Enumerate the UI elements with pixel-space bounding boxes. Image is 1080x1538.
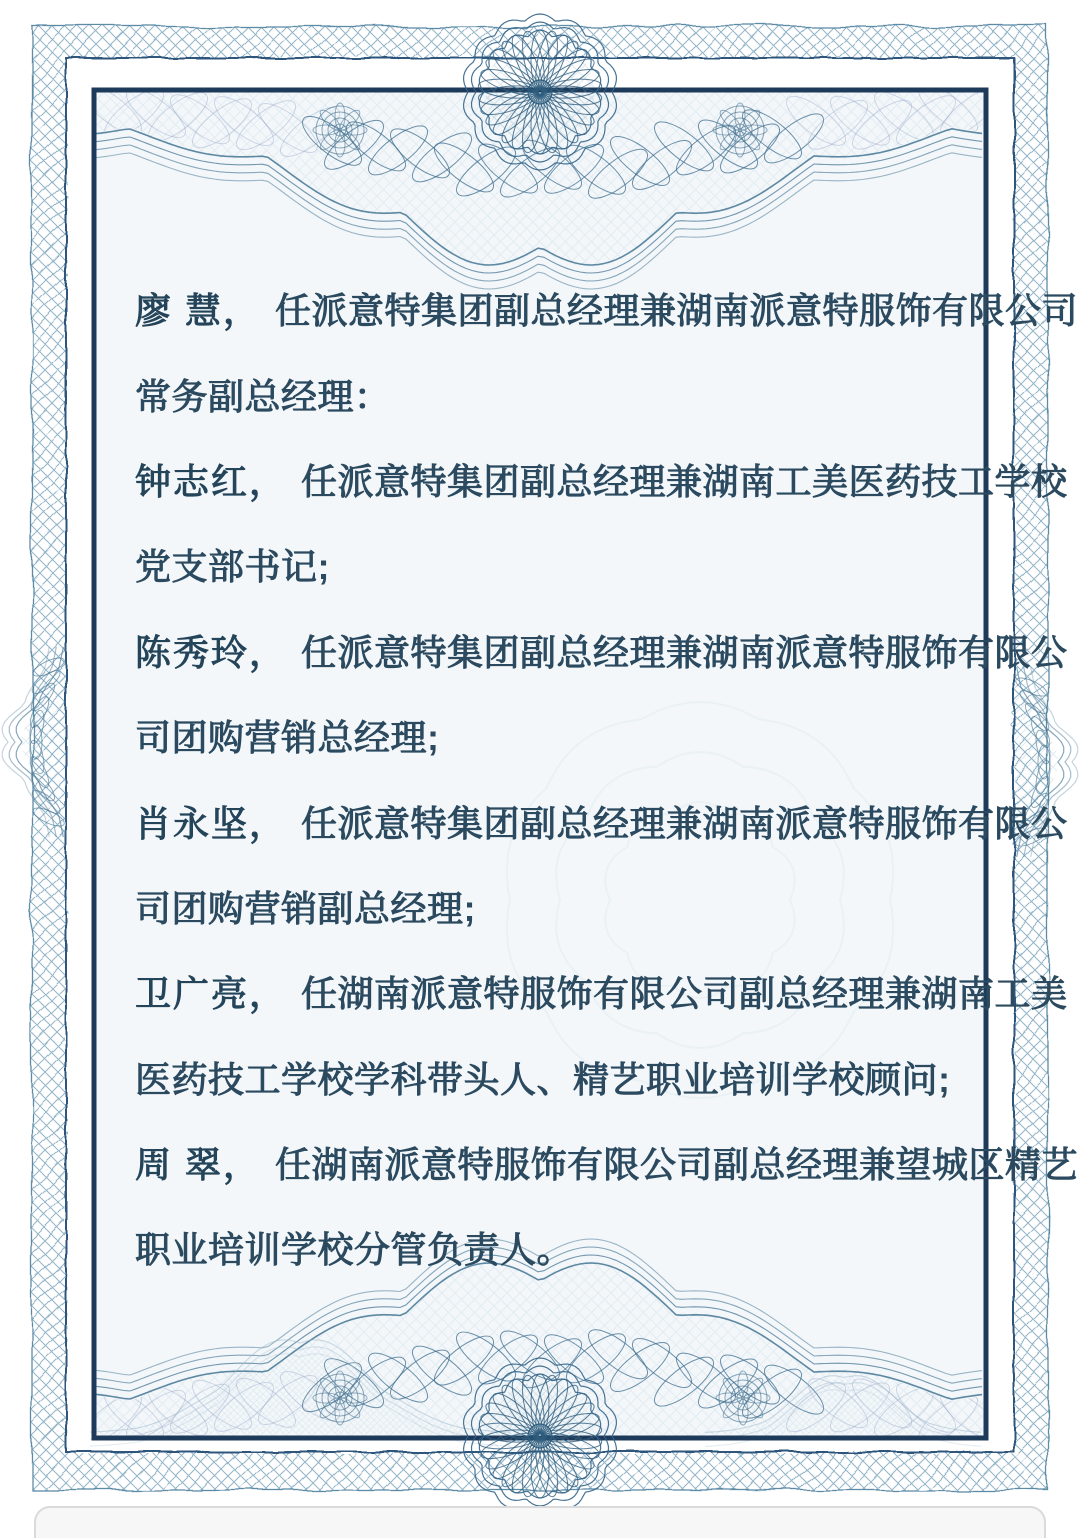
person-name: 肖永坚， — [135, 802, 288, 844]
line-text: 常务副总经理： — [135, 375, 391, 417]
line-text: 司团购营销副总经理; — [135, 887, 476, 929]
next-card-edge — [34, 1506, 1046, 1538]
person-name: 陈秀玲， — [135, 631, 288, 673]
line-text: 任派意特集团副总经理兼湖南派意特服饰有限公司 — [275, 290, 1079, 332]
text-line — [135, 608, 1068, 693]
text-line — [135, 949, 1068, 1034]
text-line — [135, 266, 1079, 351]
person-name: 卫广亮， — [135, 973, 288, 1015]
person-name: 周 翠， — [135, 1144, 262, 1186]
text-line — [135, 522, 970, 607]
line-text: 司团购营销总经理; — [135, 717, 440, 759]
text-line — [135, 864, 970, 949]
person-name: 廖 慧， — [135, 290, 262, 332]
text-line — [135, 693, 970, 778]
line-text: 任派意特集团副总经理兼湖南派意特服饰有限公 — [301, 802, 1068, 844]
text-line — [135, 1205, 970, 1290]
line-text: 党支部书记; — [135, 546, 330, 588]
text-line — [135, 351, 970, 436]
line-text: 任派意特集团副总经理兼湖南派意特服饰有限公 — [301, 631, 1068, 673]
line-text: 医药技工学校学科带头人、精艺职业培训学校顾问; — [135, 1058, 951, 1100]
text-line — [135, 778, 1068, 863]
text-line — [135, 1035, 970, 1120]
line-text: 任派意特集团副总经理兼湖南工美医药技工学校 — [301, 460, 1068, 502]
person-name: 钟志红， — [135, 460, 288, 502]
text-line — [135, 437, 1068, 522]
appointment-text-block — [135, 266, 1079, 1291]
line-text: 任湖南派意特服饰有限公司副总经理兼望城区精艺 — [275, 1144, 1079, 1186]
line-text: 任湖南派意特服饰有限公司副总经理兼湖南工美 — [301, 973, 1068, 1015]
line-text: 职业培训学校分管负责人。 — [135, 1229, 574, 1271]
text-line — [135, 1120, 1079, 1205]
